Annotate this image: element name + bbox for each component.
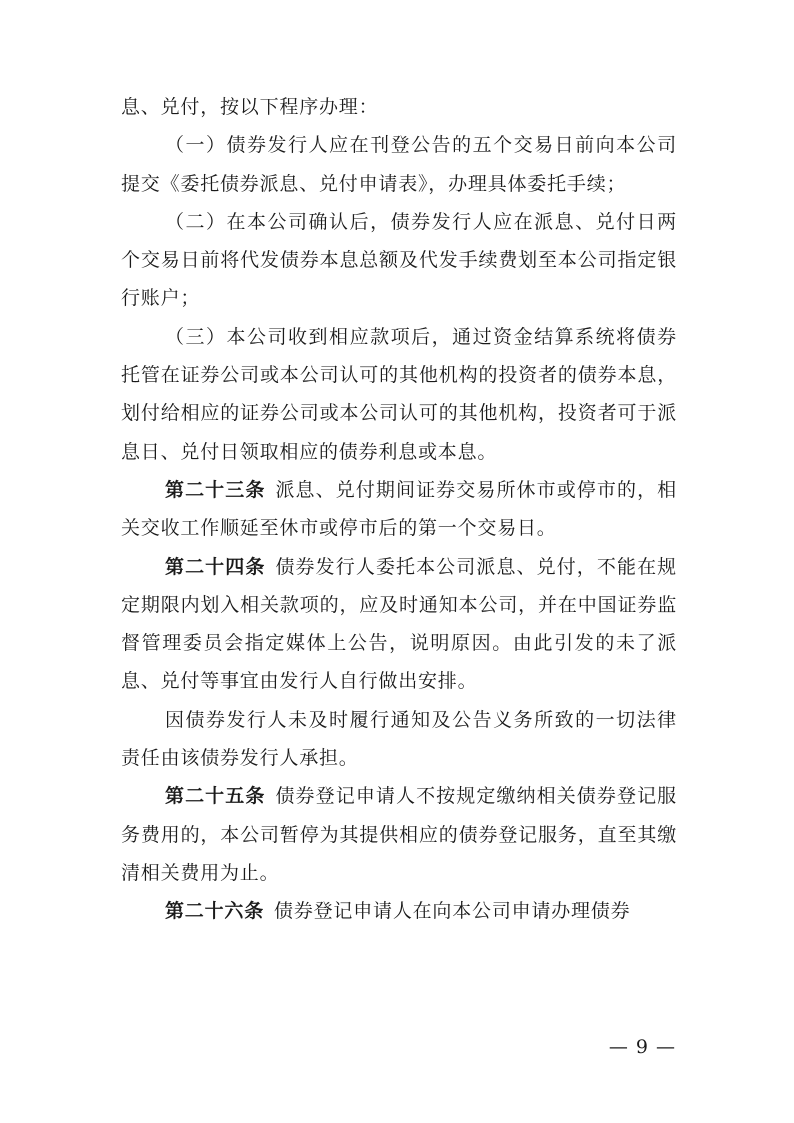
page-number: — 9 — — [608, 1036, 676, 1058]
paragraph-step-3 — [121, 318, 677, 471]
paragraph-text: 因债券发行人未及时履行通知及公告义务所致的一切法律责任由该债券发行人承担。 — [121, 708, 677, 770]
paragraph-text: （一）债券发行人应在刊登公告的五个交易日前向本公司提交《委托债券派息、兑付申请表》，办理具体委托手续； — [121, 134, 677, 195]
article-heading: 第二十六条 — [165, 900, 265, 923]
article-25 — [121, 777, 677, 892]
article-heading: 第二十四条 — [165, 555, 266, 578]
document-body — [121, 88, 677, 931]
paragraph-procedure-intro — [121, 88, 677, 126]
article-heading: 第二十五条 — [165, 785, 266, 808]
paragraph-step-1 — [121, 126, 677, 203]
article-text: 债券发行人委托本公司派息、兑付，不能在规定期限内划入相关款项的，应及时通知本公司，并在中国证券监督管理委员会指定媒体上公告，说明原因。由此引发的未了派息、兑付等事宜由发行人自行做出安排。 — [121, 555, 677, 693]
article-23 — [121, 471, 677, 548]
article-24 — [121, 548, 677, 701]
article-text: 派息、兑付期间证券交易所休市或停市的，相关交收工作顺延至休市或停市后的第一个交易日。 — [121, 478, 677, 540]
article-heading: 第二十三条 — [165, 478, 266, 501]
paragraph-step-2 — [121, 203, 677, 318]
article-text: 债券登记申请人在向本公司申请办理债券 — [274, 900, 631, 923]
article-text: 债券登记申请人不按规定缴纳相关债券登记服务费用的，本公司暂停为其提供相应的债券登记服务，直至其缴清相关费用为止。 — [121, 785, 677, 884]
article-24-liability — [121, 701, 677, 778]
paragraph-text: （二）在本公司确认后，债券发行人应在派息、兑付日两个交易日前将代发债券本息总额及代发手续费划至本公司指定银行账户； — [121, 210, 677, 310]
paragraph-text: （三）本公司收到相应款项后，通过资金结算系统将债券托管在证券公司或本公司认可的其他机构的投资者的债券本息，划付给相应的证券公司或本公司认可的其他机构，投资者可于派息日、兑付日领取相应的债券利息或本息。 — [121, 325, 677, 463]
article-26 — [121, 892, 677, 930]
paragraph-text: 息、兑付，按以下程序办理： — [121, 96, 379, 118]
